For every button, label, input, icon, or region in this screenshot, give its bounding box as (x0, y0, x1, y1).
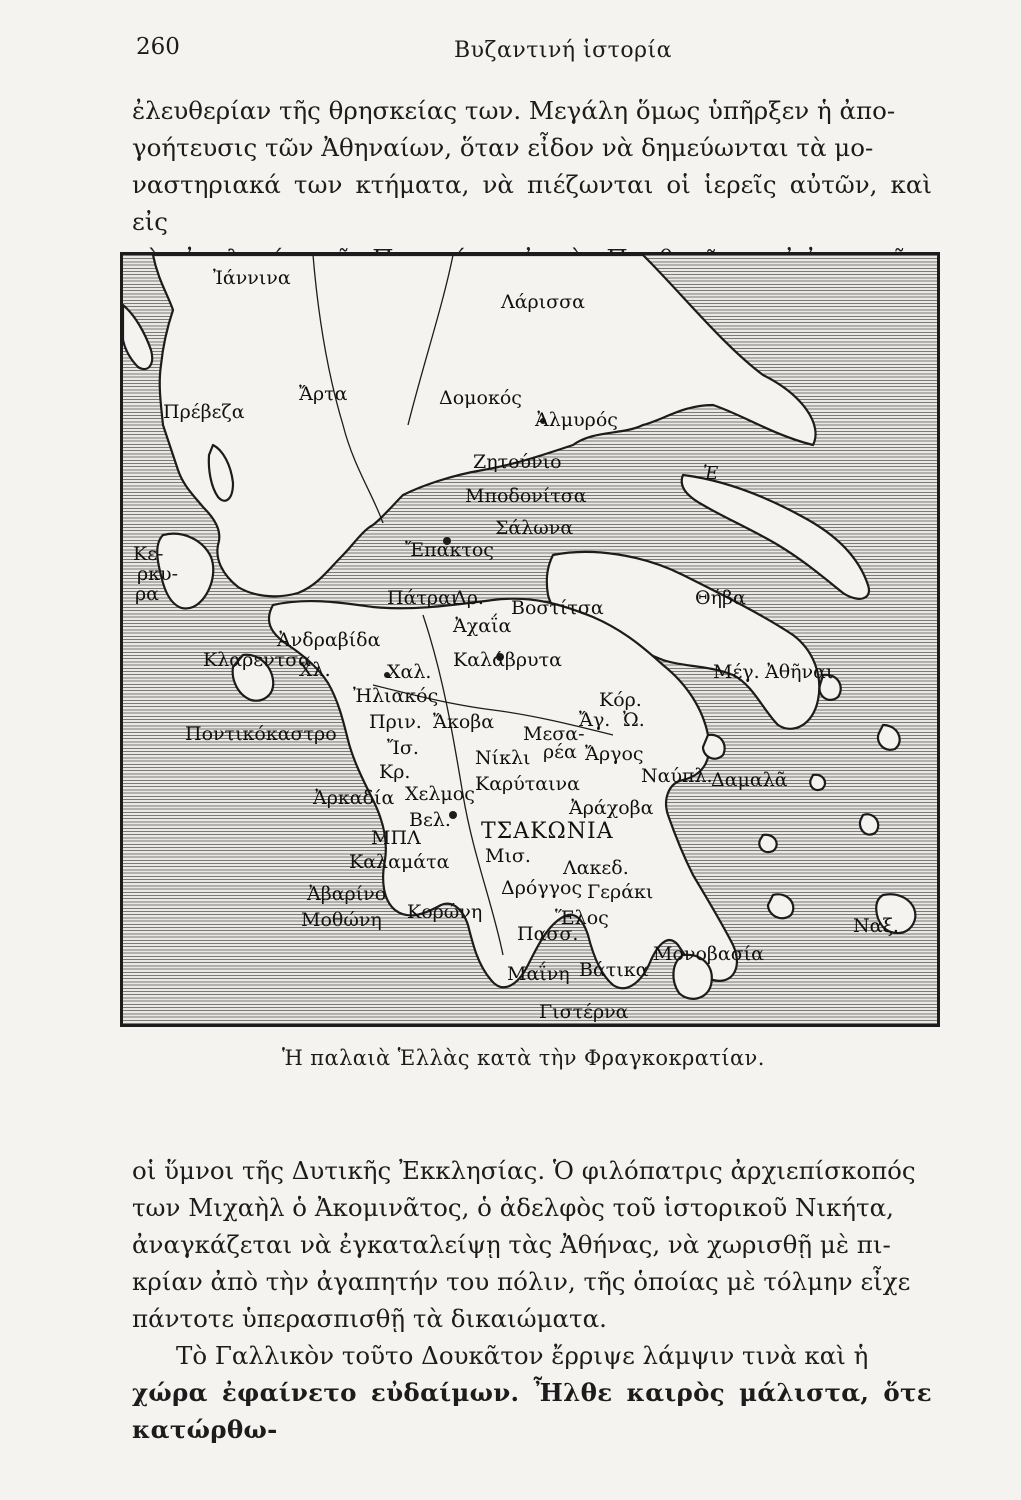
map-label-zitouni: Ζητούνιο (473, 451, 562, 473)
map-label-geraki: Γεράκι (587, 881, 654, 903)
map-label-nikli: Νίκλι (475, 747, 531, 769)
page-header (136, 34, 926, 70)
land-islet (810, 775, 825, 790)
map-label-koroni: Κορώνη (407, 901, 483, 923)
map-label-dr: Δρ. (453, 587, 484, 609)
map-label-achaia: Ἀχαΐα (453, 615, 512, 637)
map-label-pass: Πασσ. (517, 923, 579, 945)
text-line: γοήτευσις τῶν Ἀθηναίων, ὅταν εἶδον νὰ δημεύωνται τὰ μο- (132, 133, 874, 162)
map-label-laked: Λακεδ. (563, 857, 629, 879)
running-title: Βυζαντινή ἱστορία (454, 38, 673, 63)
map-label-ag: Ἄγ. (579, 709, 611, 731)
text-line: πάντοτε ὑπερασπισθῇ τὰ δικαιώματα. (132, 1304, 607, 1333)
text-line: των Μιχαὴλ ὁ Ἀκομινᾶτος, ὁ ἀδελφὸς τοῦ ἱστορικοῦ Νικήτα, (132, 1193, 894, 1222)
map-label-kalavryta: Καλάβρυτα (453, 649, 562, 671)
map-label-kalamata: Καλαμάτα (349, 851, 450, 873)
text-line: ναστηριακά των κτήματα, νὰ πιέζωνται οἱ ἱερεῖς αὐτῶν, καὶ εἰς (132, 170, 932, 236)
map-label-tsakonia: ΤΣΑΚΩΝΙΑ (481, 819, 614, 844)
map-label-meg: Μέγ. (713, 661, 760, 683)
map-label-preveza: Πρέβεζα (163, 401, 245, 423)
land-aegina (703, 735, 725, 759)
map-label-arachova: Ἀράχοβα (569, 797, 654, 819)
map-label-karytaina: Καρύταινα (475, 773, 580, 795)
text-line: χώρα ἐφαίνετο εὐδαίμων. Ἦλθε καιρὸς μάλιστα, ὅτε κατώρθω- (132, 1378, 932, 1444)
land-islet (878, 725, 900, 750)
text-line: ἐλευθερίαν τῆς θρησκείας των. Μεγάλη ὅμως ὑπῆρξεν ἡ ἀπο- (132, 96, 896, 125)
text-line: ἀναγκάζεται νὰ ἐγκαταλείψῃ τὰς Ἀθήνας, νὰ χωρισθῇ μὲ πι- (132, 1230, 891, 1259)
land-corfu (123, 305, 152, 369)
map-label-avarino: Ἀβαρίνο (307, 883, 387, 905)
map-label-vostitsa: Βοστίτσα (511, 597, 604, 619)
map-label-mis: Μισ. (485, 845, 531, 867)
map-label-andravida: Ἀνδραβίδα (277, 629, 381, 651)
map-label-e: Ἐ (703, 463, 719, 484)
map-label-methoni: Μοθώνη (301, 909, 382, 931)
map-label-patrai: Πάτραι (387, 587, 459, 609)
map-label-nafpl: Ναύπλ. (641, 765, 713, 787)
map-label-larissa: Λάρισσα (501, 291, 585, 313)
map-label-vatika: Βάτικα (579, 959, 649, 981)
map-label-droggos: Δρόγγος (501, 877, 583, 899)
map-label-gisterna: Γιστέρνα (539, 1001, 629, 1023)
map-label-o: Ὠ. (623, 709, 645, 731)
map-label-chal: Χαλ. (387, 661, 432, 683)
map-label-epaktos: Ἔπακτος (405, 539, 494, 561)
map-label-kor: Κόρ. (599, 689, 642, 711)
text-line: Τὸ Γαλλικὸν τοῦτο Δουκᾶτον ἔρριψε λάμψιν τινὰ καὶ ἡ (176, 1341, 869, 1370)
map-label-arta: Ἄρτα (299, 383, 348, 405)
map-label-mesarea-1: Μεσα- (523, 723, 585, 745)
map-label-kerkyra-3: ρα (135, 583, 160, 605)
map-label-chelmos: Χελμος (405, 783, 475, 805)
map-label-athinai: Ἀθῆναι (765, 661, 834, 683)
map-label-vel: Βελ. (409, 809, 451, 831)
map-label-prin: Πριν. (369, 711, 422, 733)
map-label-iliakos: Ἠλιακός (353, 685, 439, 707)
map-label-argos: Ἄργος (585, 743, 644, 765)
map-label-bodonitsa: Μποδονίτσα (465, 485, 587, 507)
land-islet (768, 894, 793, 918)
map-label-kerkyra-1: Κε- (133, 543, 164, 565)
map-label-ioannina: Ἰάννινα (213, 267, 291, 289)
map-label-elos: Ἕλος (555, 907, 609, 929)
map-label-klarentsa: Κλαρεντσα (203, 649, 311, 671)
map-label-kerkyra-2: ρκυ- (137, 563, 179, 585)
map-label-thiva: Θήβα (695, 587, 746, 609)
map-label-nax: Ναξ. (853, 915, 899, 937)
land-islet (860, 814, 878, 834)
top-paragraph (132, 92, 932, 277)
map-label-monovasia: Μονοβασία (653, 943, 764, 965)
text-line: οἱ ὕμνοι τῆς Δυτικῆς Ἐκκλησίας. Ὁ φιλόπατρις ἀρχιεπίσκοπός (132, 1156, 916, 1185)
map-land-shapes (123, 255, 937, 1024)
map-label-pontikokastro: Ποντικόκαστρο (185, 723, 337, 745)
land-islet (759, 835, 776, 852)
map-label-mesarea-2: ρέα (543, 741, 577, 763)
map-label-domokos: Δομοκός (439, 387, 522, 409)
map-label-salona: Σάλωνα (495, 517, 574, 539)
page-number: 260 (136, 34, 180, 60)
map-label-akova: Ἄκοβα (433, 711, 495, 733)
map-label-arkadia: Ἀρκαδία (313, 787, 395, 809)
bottom-paragraphs (132, 1152, 932, 1448)
land-euboea (682, 475, 869, 599)
map-caption: Ἡ παλαιὰ Ἑλλὰς κατὰ τὴν Φραγκοκρατίαν. (282, 1046, 765, 1070)
text-line: κρίαν ἀπὸ τὴν ἀγαπητήν του πόλιν, τῆς ὁποίας μὲ τόλμην εἶχε (132, 1267, 911, 1296)
map-label-maini: Μαΐνη (507, 963, 570, 985)
map-label-kr: Κρ. (379, 761, 411, 783)
map-label-is: Ἴσ. (387, 737, 419, 759)
map-label-chl: Χλ. (299, 659, 331, 681)
map-label-damala: Δαμαλᾶ (711, 769, 788, 791)
map-of-frankish-greece (120, 252, 940, 1027)
map-label-almyros: Ἀλμυρός (535, 409, 618, 431)
map-label-mpl: ΜΠΛ (371, 827, 421, 849)
